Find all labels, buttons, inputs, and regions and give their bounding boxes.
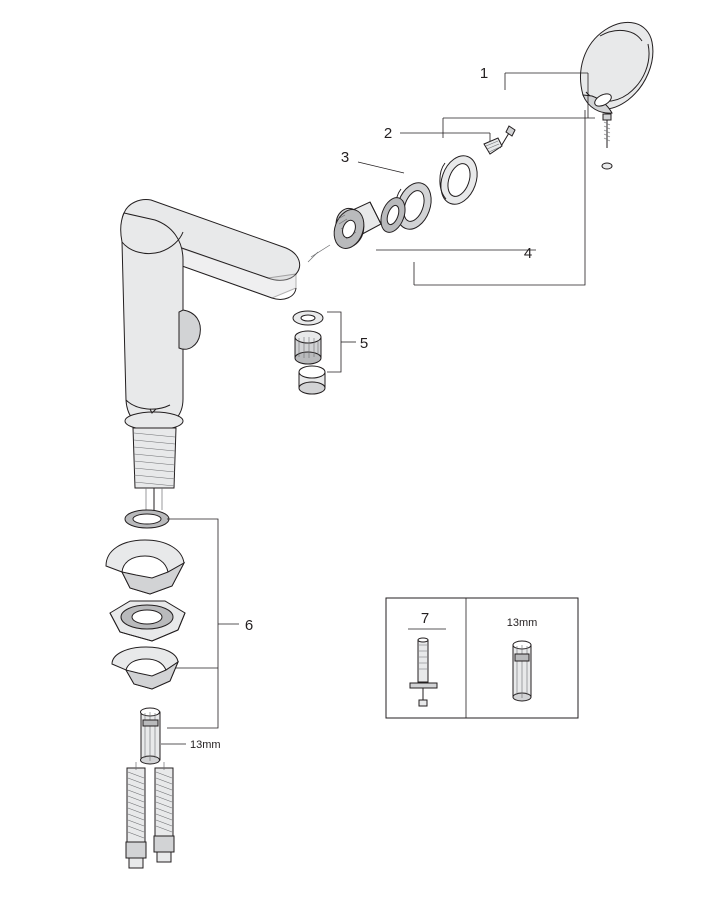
callout-1-leader	[443, 73, 595, 138]
part-flexible-hoses	[126, 762, 174, 868]
part-aerator-body	[295, 331, 321, 364]
part-grub-screw	[484, 126, 515, 154]
callout-label-6: 6	[244, 617, 254, 634]
tool-allen-key	[410, 638, 437, 706]
part-lever-handle	[581, 22, 653, 113]
part-socket-13mm	[141, 708, 161, 764]
callout-label-4: 4	[523, 245, 533, 262]
part-cartridge	[308, 202, 381, 262]
part-threaded-shank	[133, 428, 176, 512]
tool-socket-13mm	[513, 641, 531, 701]
part-mounting-plate	[110, 601, 185, 641]
part-oring-seal	[125, 510, 169, 528]
callout-5-leader	[327, 312, 356, 372]
callout-2-leader	[400, 133, 490, 141]
part-faucet-body	[121, 200, 300, 430]
part-aerator-washer	[293, 311, 323, 325]
part-aerator-sleeve	[299, 366, 325, 394]
callout-label-5: 5	[359, 335, 369, 352]
tool-box	[386, 598, 578, 718]
callout-label-2: 2	[383, 125, 393, 142]
part-cap-ring	[434, 151, 483, 210]
callout-label-7: 7	[420, 610, 430, 627]
part-upper-bracket	[106, 540, 184, 594]
callout-3-leader	[358, 162, 404, 173]
part-lower-bracket	[112, 647, 178, 689]
callout-label-3: 3	[340, 149, 350, 166]
part-handle-screw	[602, 114, 612, 169]
annotation-13mm-tool: 13mm	[506, 617, 538, 629]
callout-label-1: 1	[479, 65, 489, 82]
annotation-13mm-hose: 13mm	[190, 739, 221, 751]
